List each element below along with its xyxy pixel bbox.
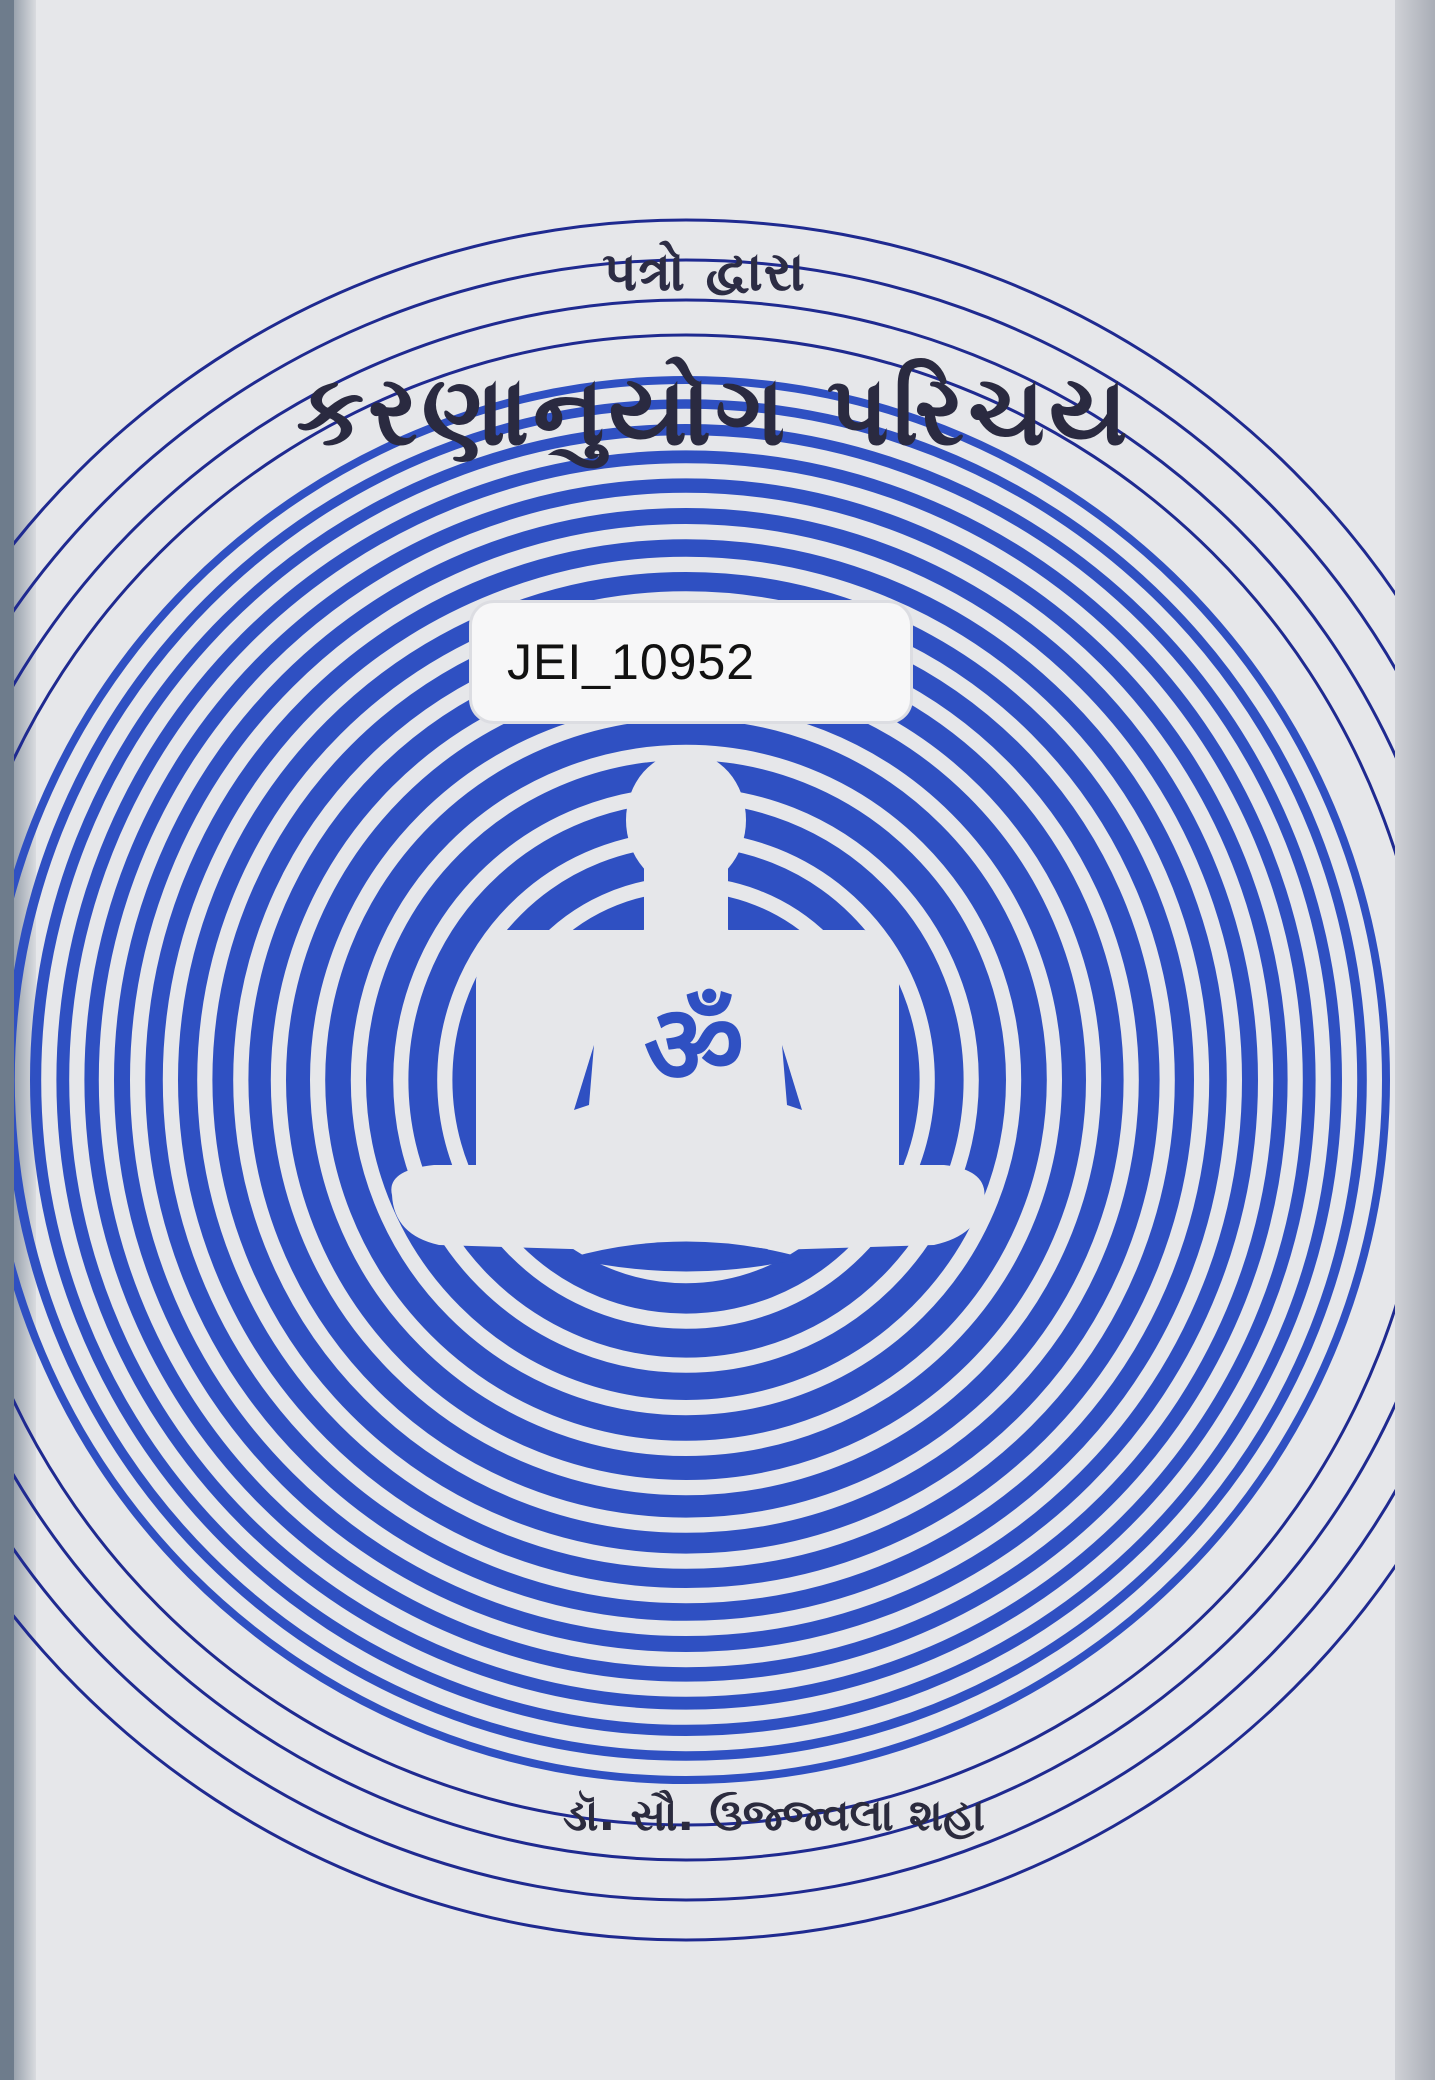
book-title: કરણાનુયોગ પરિચય (296, 355, 1132, 467)
cover-edge (1395, 0, 1435, 2080)
subtitle: પત્રો દ્વારા (602, 240, 806, 303)
author-name: ડૉ. સૌ. ઉજ્જ્વલા શહા (562, 1790, 986, 1841)
catalog-sticker (472, 603, 910, 721)
om-symbol: ॐ (643, 981, 745, 1109)
catalog-number: JEI_10952 (507, 634, 756, 690)
book-cover (14, 0, 1409, 2080)
